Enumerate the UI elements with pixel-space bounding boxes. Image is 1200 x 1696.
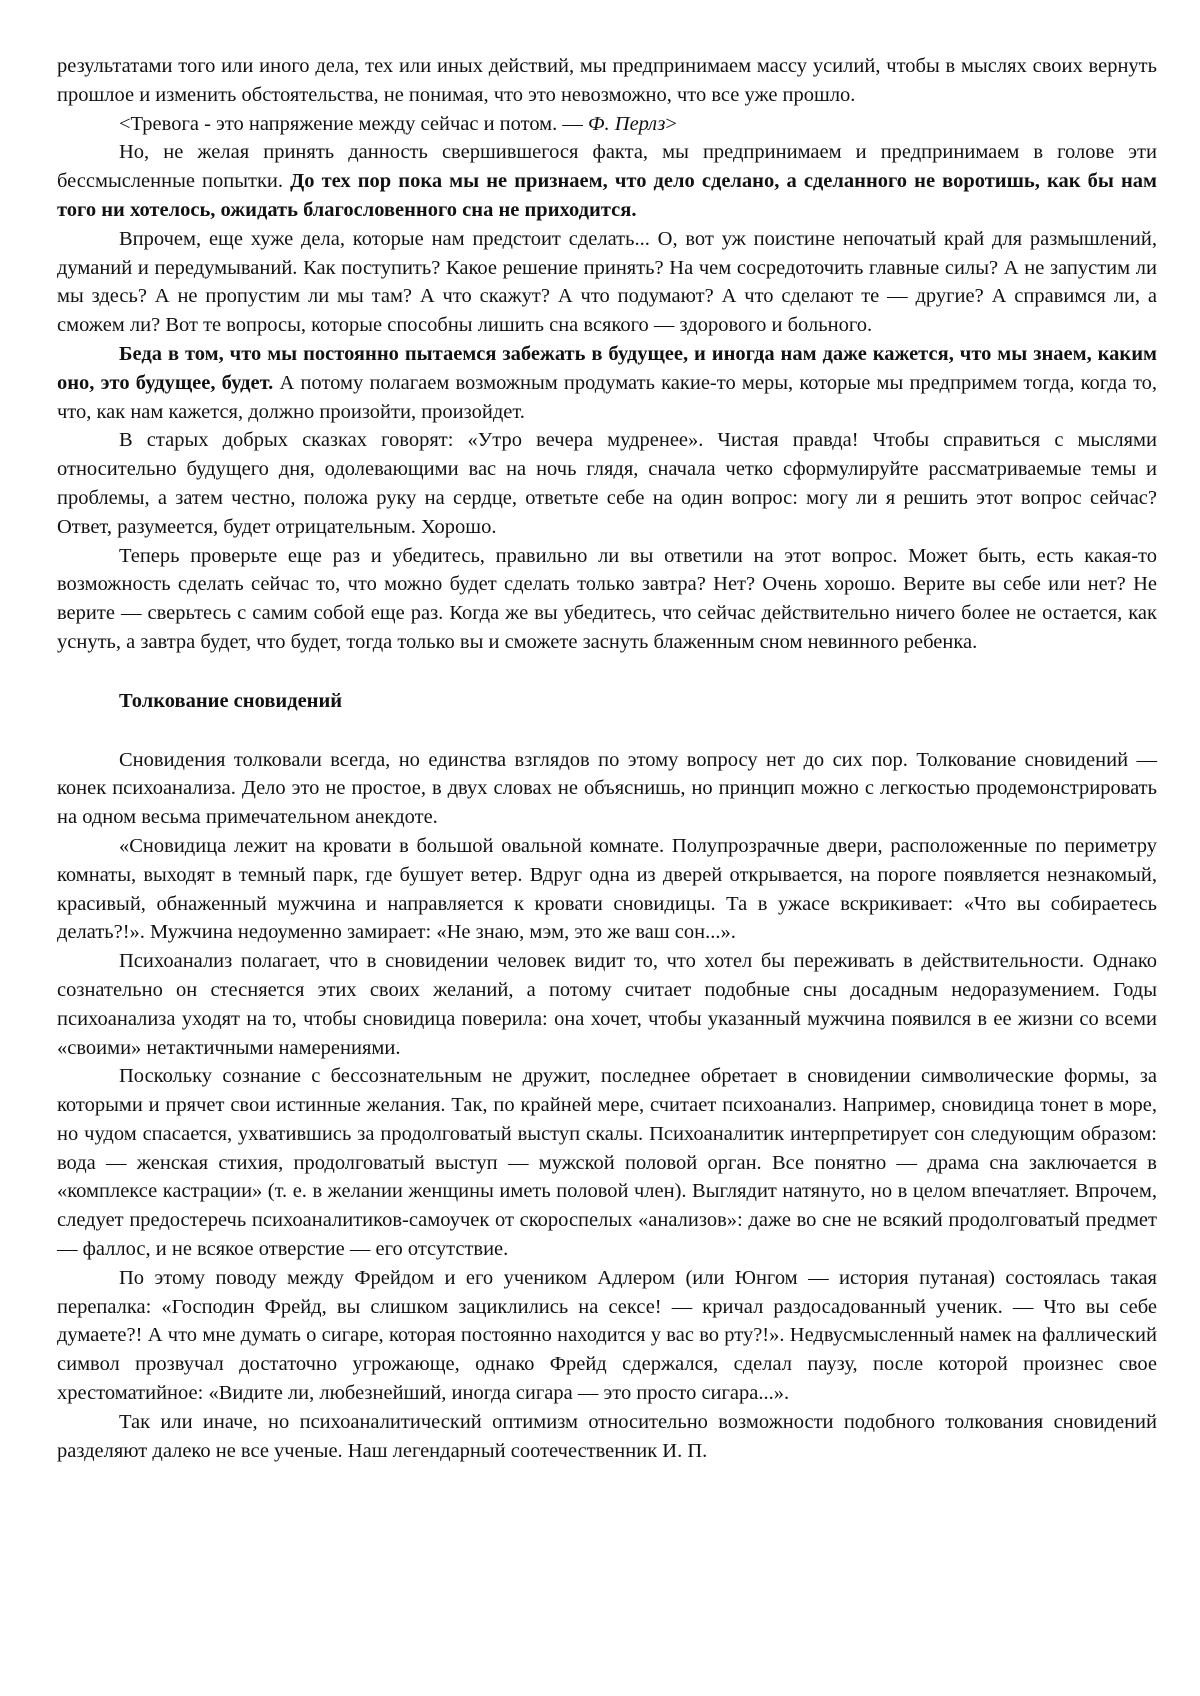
body-paragraph bbox=[57, 542, 1157, 657]
body-paragraph bbox=[57, 746, 1157, 832]
bold-text-segment: До тех пор пока мы не признаем, что дело сделано, а сделанного не воротишь, как бы нам того ни хотелось, ожидать благословенного сна не приходится. bbox=[57, 170, 1158, 221]
text-segment: Толкование сновидений bbox=[119, 689, 343, 712]
text-segment: <Тревога - это напряжение между сейчас и потом. — bbox=[119, 112, 589, 135]
text-segment: Психоанализ полагает, что в сновидении человек видит то, что хотел бы переживать в действительности. Однако сознательно он стесняется этих своих желаний, а потому считает подобные сны досадным недоразумением. Годы психоанализа уходят на то, чтобы сновидица поверила: она хочет, чтобы указанный мужчина появился в ее жизни со всеми «своими» нетактичными намерениями. bbox=[57, 950, 1157, 1059]
text-segment: А потому полагаем возможным продумать какие-то меры, которые мы предпримем тогда, когда то, что, как нам кажется, должно произойти, произойдет. bbox=[57, 371, 1158, 423]
body-paragraph bbox=[57, 138, 1157, 224]
bold-text-segment: Беда в том, что мы постоянно пытаемся забежать в будущее, и иногда нам даже кажется, что мы знаем, каким оно, это будущее, будет. bbox=[57, 342, 1157, 394]
text-segment: Теперь проверьте еще раз и убедитесь, правильно ли вы ответили на этот вопрос. Может быть, есть какая-то возможность сделать сейчас то, что можно будет сделать только завтра? Нет? Очень хорошо. Верите вы себе или нет? Не верите — сверьтесь с самим собой еще раз. Когда же вы убедитесь, что сейчас действительно ничего более не остается, как уснуть, а завтра будет, что будет, тогда только вы и сможете заснуть блаженным сном невинного ребенка. bbox=[57, 544, 1157, 653]
body-paragraph bbox=[57, 426, 1157, 541]
body-paragraph bbox=[57, 110, 1157, 139]
body-paragraph bbox=[57, 225, 1157, 340]
body-paragraph bbox=[57, 1062, 1157, 1264]
text-segment: Впрочем, еще хуже дела, которые нам предстоит сделать... О, вот уж поистине непочатый край для размышлений, думаний и передумываний. Как поступить? Какое решение принять? На чем сосредоточить главные силы? А не запустим ли мы здесь? А не пропустим ли мы там? А что скажут? А что подумают? А что сделают те — другие? А справимся ли, а сможем ли? Вот те вопросы, которые способны лишить сна всякого — здорового и больного. bbox=[57, 227, 1157, 337]
text-segment: Поскольку сознание с бессознательным не дружит, последнее обретает в сновидении символические формы, за которыми и прячет свои истинные желания. Так, по крайней мере, считает психоанализ. Например, сновидица тонет в море, но чудом спасается, ухватившись за продолговатый выступ скалы. Психоаналитик интерпретирует сон следующим образом: вода — женская стихия, продолговатый выступ — мужской половой орган. Все понятно — драма сна заключается в «комплексе кастрации» (т. е. в желании женщины иметь половой член). Выглядит натянуто, но в целом впечатляет. Впрочем, следует предостеречь психоаналитиков-самоучек от скороспелых «анализов»: даже во сне не всякий продолговатый предмет — фаллос, и не всякое отверстие — его отсутствие. bbox=[57, 1065, 1157, 1261]
document-page bbox=[57, 52, 1157, 1465]
text-segment: результатами того или иного дела, тех или иных действий, мы предпринимаем массу усилий, чтобы в мыслях своих вернуть прошлое и изменить обстоятельства, не понимая, что это невозможно, что все уже прошло. bbox=[57, 55, 1157, 106]
text-segment: В старых добрых сказках говорят: «Утро вечера мудренее». Чистая правда! Чтобы справиться с мыслями относительно будущего дня, одолевающими вас на ночь глядя, сначала четко сформулируйте рассматриваемые темы и проблемы, а затем честно, положа руку на сердце, ответьте себе на один вопрос: могу ли я решить этот вопрос сейчас? Ответ, разумеется, будет отрицательным. Хорошо. bbox=[57, 429, 1157, 538]
body-paragraph bbox=[57, 340, 1157, 426]
text-segment: Так или иначе, но психоаналитический оптимизм относительно возможности подобного толкования сновидений разделяют далеко не все ученые. Наш легендарный соотечественник И. П. bbox=[57, 1410, 1157, 1462]
text-segment: Сновидения толковали всегда, но единства взглядов по этому вопросу нет до сих пор. Толкование сновидений — конек психоанализа. Дело это не простое, в двух словах не объяснишь, но принцип можно с легкостью продемонстрировать на одном весьма примечательном анекдоте. bbox=[57, 748, 1157, 829]
section-heading bbox=[57, 687, 1157, 716]
italic-text-segment: Ф. Перлз bbox=[588, 112, 666, 135]
text-segment: > bbox=[665, 112, 677, 135]
body-paragraph bbox=[57, 1408, 1157, 1466]
text-segment: «Сновидица лежит на кровати в большой овальной комнате. Полупрозрачные двери, расположенные по периметру комнаты, выходят в темный парк, где бушует ветер. Вдруг одна из дверей открывается, на пороге появляется незнакомый, красивый, обнаженный мужчина и направляется к кровати сновидицы. Та в ужасе вскрикивает: «Что вы собираетесь делать?!». Мужчина недоуменно замирает: «Не знаю, мэм, это же ваш сон...». bbox=[57, 834, 1157, 944]
body-paragraph bbox=[57, 947, 1157, 1062]
body-paragraph bbox=[57, 1264, 1157, 1408]
text-segment: Но, не желая принять данность свершившегося факта, мы предпринимаем и предпринимаем в голове эти бессмысленные попытки. bbox=[57, 141, 1157, 193]
text-segment: По этому поводу между Фрейдом и его учеником Адлером (или Юнгом — история путаная) состоялась такая перепалка: «Господин Фрейд, вы слишком зациклились на сексе! — кричал раздосадованный ученик. — Что вы себе думаете?! А что мне думать о сигаре, которая постоянно находится у вас во рту?!». Недвусмысленный намек на фаллический символ прозвучал достаточно угрожающе, однако Фрейд сдержался, сделал паузу, после которой произнес свое хрестоматийное: «Видите ли, любезнейший, иногда сигара — это просто сигара...». bbox=[57, 1266, 1157, 1405]
body-paragraph bbox=[57, 52, 1157, 110]
body-paragraph bbox=[57, 832, 1157, 947]
